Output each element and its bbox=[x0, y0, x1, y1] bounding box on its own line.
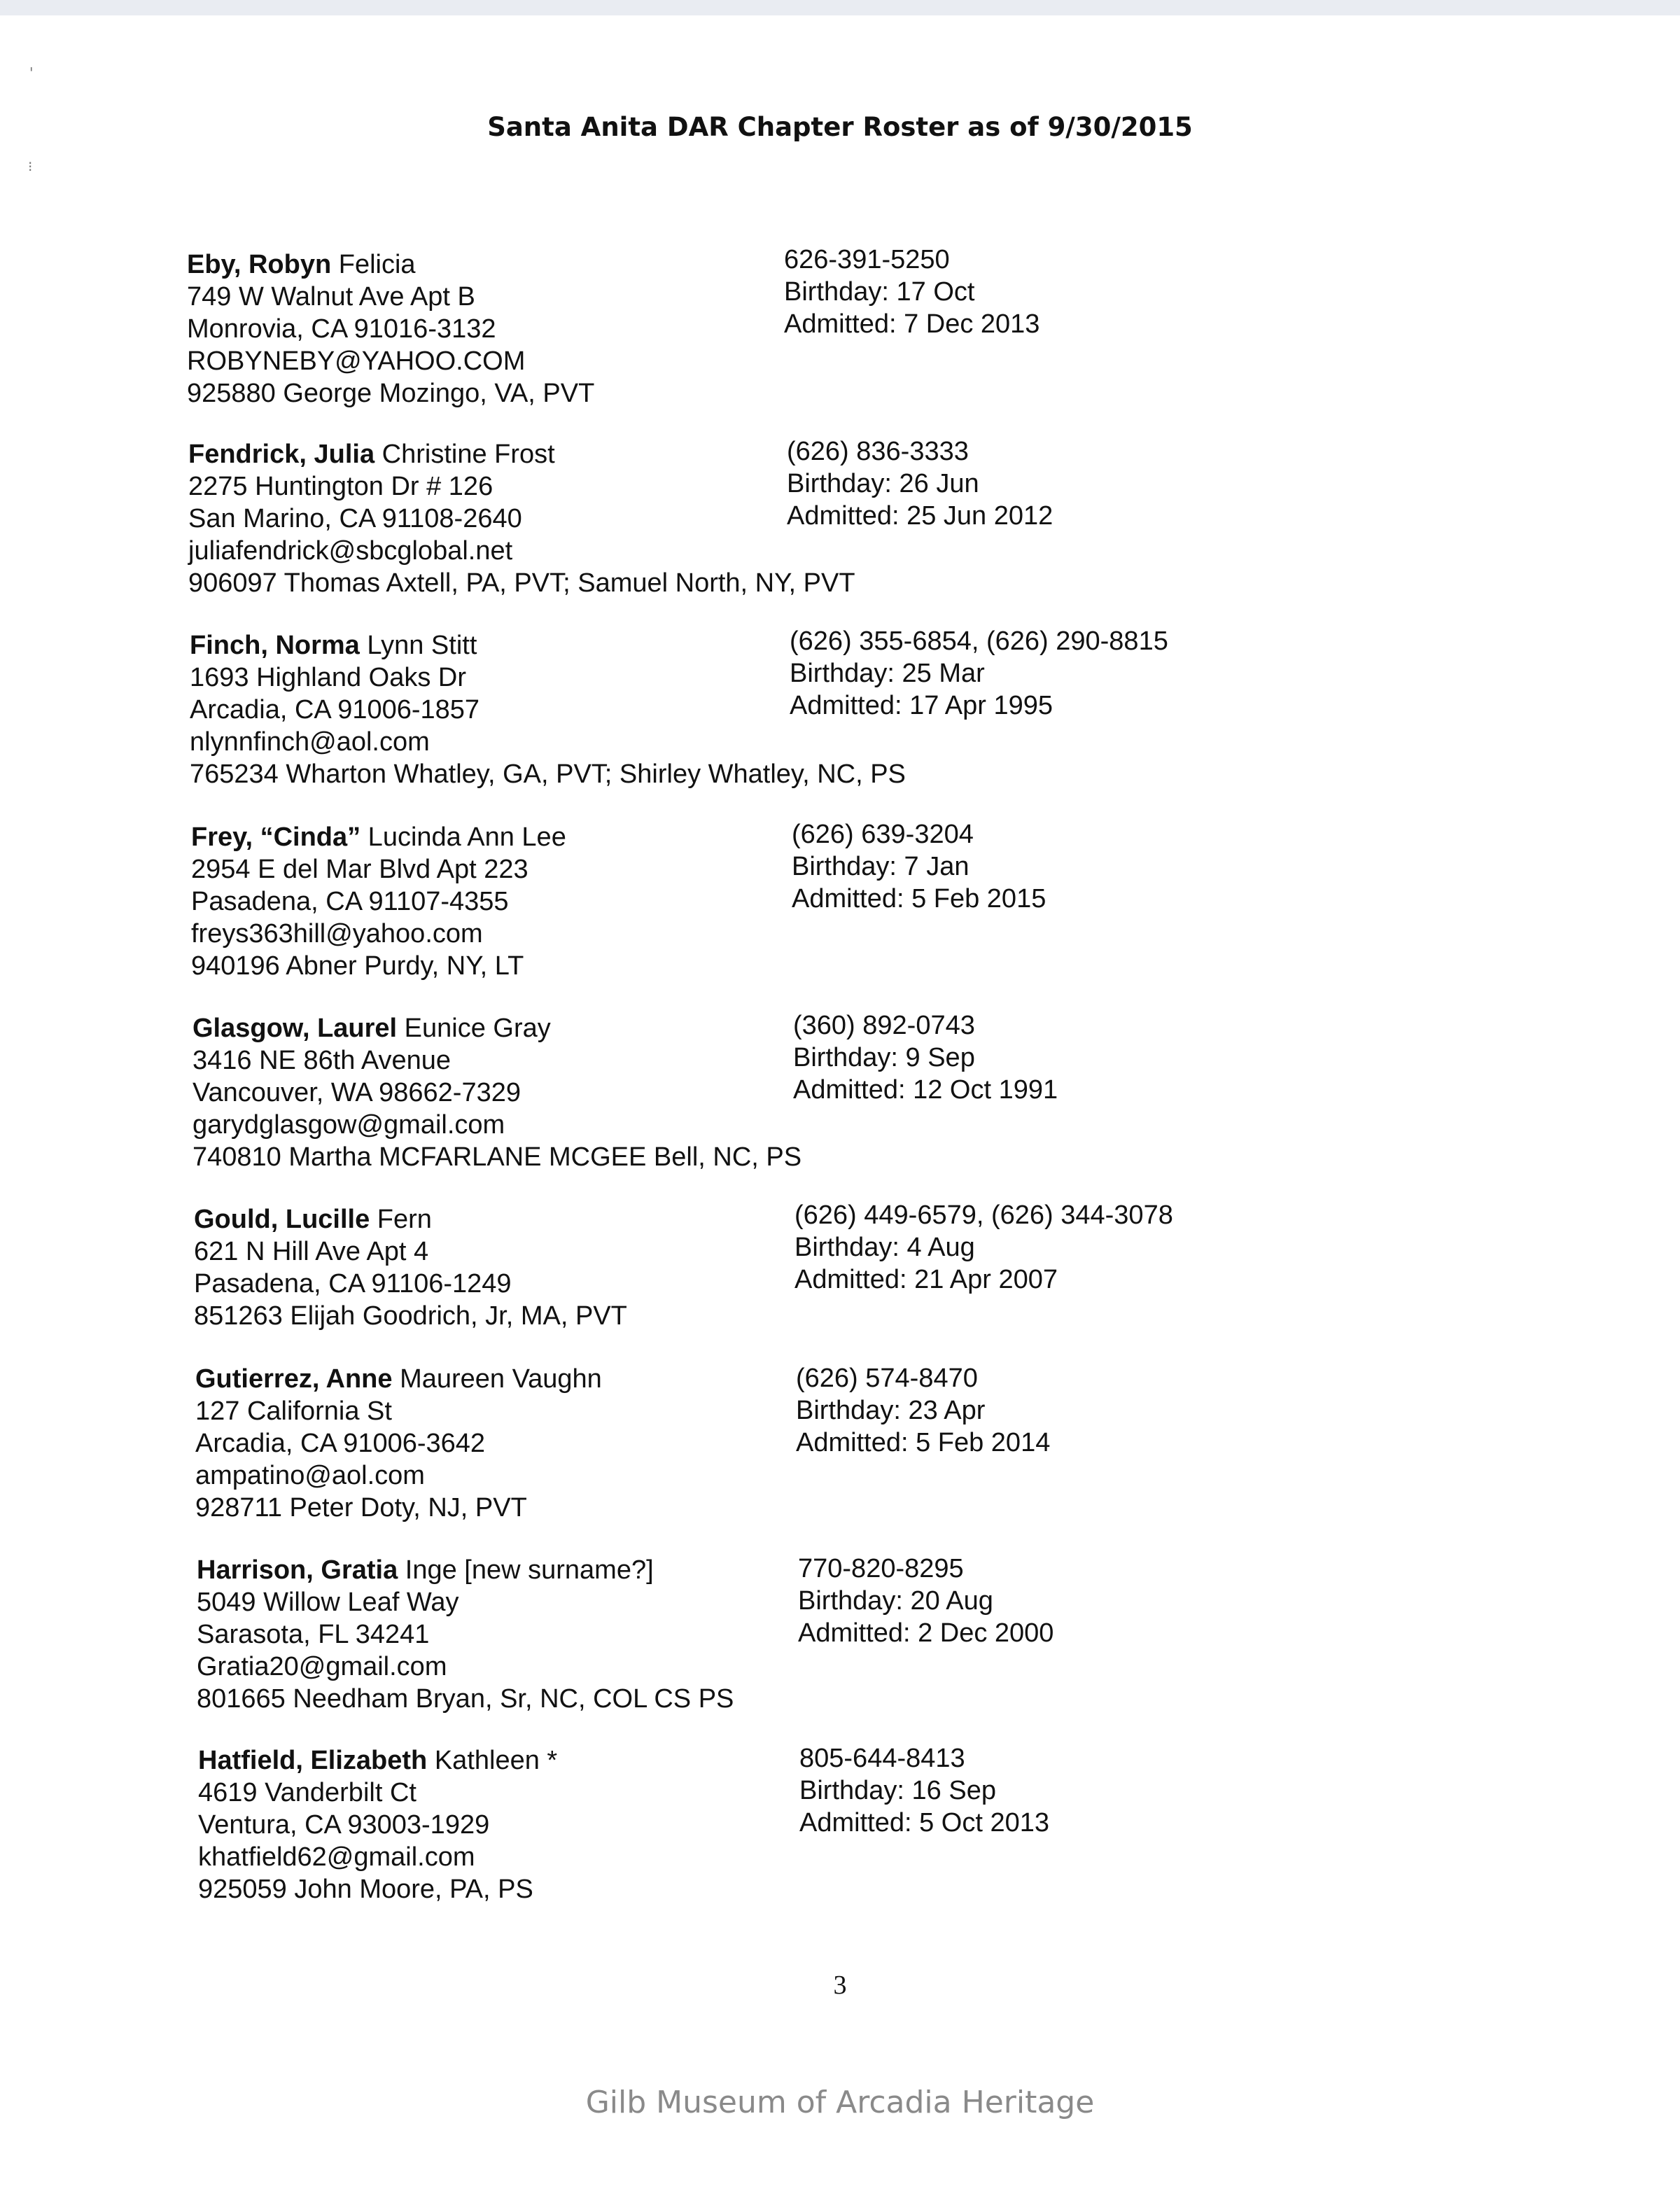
member-email: ROBYNEBY@YAHOO.COM bbox=[187, 346, 526, 376]
member-city: San Marino, CA 91108-2640 bbox=[188, 504, 522, 533]
scan-top-band bbox=[0, 0, 1680, 15]
member-ancestors: 906097 Thomas Axtell, PA, PVT; Samuel North, NY, PVT bbox=[188, 568, 855, 598]
member-address: 2954 E del Mar Blvd Apt 223 bbox=[191, 855, 528, 884]
member-admitted: Admitted: 5 Feb 2015 bbox=[792, 884, 1046, 913]
member-email: nlynnfinch@aol.com bbox=[190, 727, 430, 757]
member-admitted: Admitted: 21 Apr 2007 bbox=[794, 1265, 1058, 1294]
member-city: Monrovia, CA 91016-3132 bbox=[187, 314, 496, 344]
member-city: Vancouver, WA 98662-7329 bbox=[192, 1078, 521, 1107]
member-ancestors: 925059 John Moore, PA, PS bbox=[198, 1875, 533, 1904]
roster-entry bbox=[192, 1012, 1592, 1180]
member-birthday: Birthday: 9 Sep bbox=[793, 1043, 975, 1072]
member-address: 2275 Huntington Dr # 126 bbox=[188, 472, 493, 501]
scan-speck: ⁝ bbox=[28, 158, 33, 175]
member-contact bbox=[787, 435, 1347, 532]
member-admitted: Admitted: 5 Feb 2014 bbox=[796, 1428, 1051, 1457]
member-address: 4619 Vanderbilt Ct bbox=[198, 1778, 416, 1807]
roster-entry bbox=[190, 626, 1590, 797]
member-address: 1693 Highland Oaks Dr bbox=[190, 663, 466, 692]
member-given-names: Eunice Gray bbox=[397, 1014, 551, 1043]
member-phone: (626) 574-8470 bbox=[796, 1364, 978, 1393]
member-surname: Fendrick, Julia bbox=[188, 440, 375, 469]
member-birthday: Birthday: 7 Jan bbox=[792, 852, 969, 881]
member-surname: Gould, Lucille bbox=[194, 1205, 370, 1234]
member-birthday: Birthday: 17 Oct bbox=[784, 277, 975, 307]
member-address: 749 W Walnut Ave Apt B bbox=[187, 282, 475, 312]
member-given-names: Lynn Stitt bbox=[359, 631, 477, 660]
member-city: Ventura, CA 93003-1929 bbox=[198, 1810, 490, 1840]
member-surname: Harrison, Gratia bbox=[197, 1555, 398, 1585]
member-contact bbox=[794, 1199, 1354, 1296]
member-admitted: Admitted: 25 Jun 2012 bbox=[787, 501, 1054, 531]
member-contact bbox=[793, 1009, 1353, 1106]
member-contact bbox=[798, 1553, 1358, 1649]
member-ancestors: 765234 Wharton Whatley, GA, PVT; Shirley Whatley, NC, PS bbox=[190, 760, 906, 789]
member-address: 5049 Willow Leaf Way bbox=[197, 1588, 459, 1617]
roster-entry bbox=[195, 1363, 1595, 1531]
member-phone: (626) 836-3333 bbox=[787, 437, 969, 466]
footer-watermark: Gilb Museum of Arcadia Heritage bbox=[585, 2085, 1095, 2120]
member-contact bbox=[784, 244, 1344, 340]
member-birthday: Birthday: 20 Aug bbox=[798, 1586, 993, 1616]
roster-entry bbox=[197, 1554, 1597, 1722]
member-admitted: Admitted: 2 Dec 2000 bbox=[798, 1618, 1054, 1648]
member-city: Pasadena, CA 91107-4355 bbox=[191, 887, 509, 916]
member-birthday: Birthday: 4 Aug bbox=[794, 1233, 975, 1262]
member-surname: Hatfield, Elizabeth bbox=[198, 1746, 428, 1775]
member-email: garydglasgow@gmail.com bbox=[192, 1110, 505, 1140]
roster-entry bbox=[188, 438, 1588, 606]
member-email: khatfield62@gmail.com bbox=[198, 1842, 475, 1872]
member-surname: Frey, “Cinda” bbox=[191, 822, 361, 852]
member-ancestors: 928711 Peter Doty, NJ, PVT bbox=[195, 1493, 527, 1522]
member-address: 3416 NE 86th Avenue bbox=[192, 1046, 451, 1075]
roster-entry bbox=[187, 245, 1587, 416]
page-title: Santa Anita DAR Chapter Roster as of 9/30/2015 bbox=[487, 112, 1193, 142]
member-admitted: Admitted: 7 Dec 2013 bbox=[784, 309, 1040, 339]
member-address: 127 California St bbox=[195, 1396, 392, 1426]
member-ancestors: 851263 Elijah Goodrich, Jr, MA, PVT bbox=[194, 1301, 627, 1331]
member-surname: Gutierrez, Anne bbox=[195, 1364, 393, 1394]
member-address: 621 N Hill Ave Apt 4 bbox=[194, 1237, 429, 1266]
member-given-names: Lucinda Ann Lee bbox=[360, 822, 566, 852]
member-given-names: Inge [new surname?] bbox=[398, 1555, 654, 1585]
member-birthday: Birthday: 16 Sep bbox=[799, 1776, 996, 1805]
member-given-names: Fern bbox=[370, 1205, 432, 1234]
member-birthday: Birthday: 26 Jun bbox=[787, 469, 979, 498]
member-ancestors: 801665 Needham Bryan, Sr, NC, COL CS PS bbox=[197, 1684, 734, 1714]
roster-entry bbox=[198, 1744, 1598, 1912]
member-admitted: Admitted: 5 Oct 2013 bbox=[799, 1808, 1049, 1837]
member-phone: (626) 355-6854, (626) 290-8815 bbox=[790, 626, 1168, 656]
member-email: juliafendrick@sbcglobal.net bbox=[188, 536, 513, 566]
member-given-names: Felicia bbox=[331, 250, 416, 279]
roster-entry bbox=[194, 1200, 1594, 1371]
member-email: ampatino@aol.com bbox=[195, 1461, 425, 1490]
member-admitted: Admitted: 17 Apr 1995 bbox=[790, 691, 1054, 720]
member-ancestors: 940196 Abner Purdy, NY, LT bbox=[191, 951, 524, 981]
member-city: Arcadia, CA 91006-3642 bbox=[195, 1429, 486, 1458]
member-surname: Finch, Norma bbox=[190, 631, 360, 660]
member-contact bbox=[790, 625, 1350, 722]
member-phone: 770-820-8295 bbox=[798, 1554, 964, 1583]
member-surname: Eby, Robyn bbox=[187, 250, 332, 279]
member-given-names: Christine Frost bbox=[374, 440, 555, 469]
member-given-names: Kathleen * bbox=[427, 1746, 558, 1775]
roster-entry bbox=[191, 821, 1591, 989]
member-email: Gratia20@gmail.com bbox=[197, 1652, 447, 1681]
member-city: Sarasota, FL 34241 bbox=[197, 1620, 430, 1649]
member-phone: (626) 449-6579, (626) 344-3078 bbox=[794, 1200, 1173, 1230]
member-phone: 626-391-5250 bbox=[784, 245, 950, 274]
member-birthday: Birthday: 25 Mar bbox=[790, 659, 985, 688]
member-contact bbox=[796, 1362, 1356, 1459]
member-surname: Glasgow, Laurel bbox=[192, 1014, 398, 1043]
member-email: freys363hill@yahoo.com bbox=[191, 919, 483, 948]
member-admitted: Admitted: 12 Oct 1991 bbox=[793, 1075, 1058, 1105]
member-phone: (360) 892-0743 bbox=[793, 1011, 975, 1040]
member-phone: 805-644-8413 bbox=[799, 1744, 965, 1773]
scan-speck: ꞌ bbox=[29, 64, 34, 81]
member-city: Pasadena, CA 91106-1249 bbox=[194, 1269, 512, 1298]
member-ancestors: 740810 Martha MCFARLANE MCGEE Bell, NC, PS bbox=[192, 1142, 802, 1172]
member-ancestors: 925880 George Mozingo, VA, PVT bbox=[187, 379, 595, 408]
member-birthday: Birthday: 23 Apr bbox=[796, 1396, 986, 1425]
member-city: Arcadia, CA 91006-1857 bbox=[190, 695, 480, 724]
page-number: 3 bbox=[833, 1970, 847, 2000]
member-given-names: Maureen Vaughn bbox=[392, 1364, 602, 1394]
member-phone: (626) 639-3204 bbox=[792, 820, 974, 849]
member-contact bbox=[792, 818, 1352, 915]
member-contact bbox=[799, 1742, 1359, 1839]
